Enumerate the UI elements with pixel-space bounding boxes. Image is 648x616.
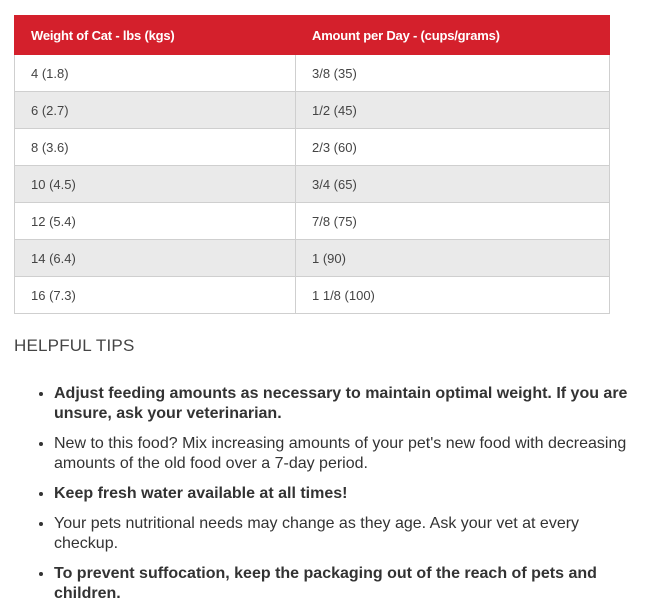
cell-weight: 14 (6.4) <box>15 240 296 277</box>
tips-heading: HELPFUL TIPS <box>14 336 135 355</box>
header-amount: Amount per Day - (cups/grams) <box>296 16 610 55</box>
table-row <box>15 55 610 92</box>
table-row <box>15 277 610 314</box>
table-row <box>15 240 610 277</box>
table-row <box>15 129 610 166</box>
cell-amount: 3/8 (35) <box>296 55 610 92</box>
cell-weight: 8 (3.6) <box>15 129 296 166</box>
cell-amount: 1 (90) <box>296 240 610 277</box>
cell-weight: 6 (2.7) <box>15 92 296 129</box>
tip-item-suffocation: • To prevent suffocation, keep the packaging out of the reach of pets and children. <box>54 564 644 604</box>
table-header-row <box>15 16 610 55</box>
cell-amount: 2/3 (60) <box>296 129 610 166</box>
tips-list <box>34 384 644 614</box>
cell-weight: 10 (4.5) <box>15 166 296 203</box>
tip-item-adjust-feeding: • Adjust feeding amounts as necessary to maintain optimal weight. If you are unsure, ask your veterinarian. <box>54 384 644 424</box>
cell-amount: 7/8 (75) <box>296 203 610 240</box>
feeding-table <box>14 15 610 314</box>
tip-item-fresh-water: • Keep fresh water available at all times! <box>54 484 644 504</box>
table-row <box>15 203 610 240</box>
table-row <box>15 166 610 203</box>
cell-amount: 3/4 (65) <box>296 166 610 203</box>
cell-weight: 16 (7.3) <box>15 277 296 314</box>
cell-amount: 1 1/8 (100) <box>296 277 610 314</box>
cell-weight: 4 (1.8) <box>15 55 296 92</box>
table-row <box>15 92 610 129</box>
cell-amount: 1/2 (45) <box>296 92 610 129</box>
tip-item-nutritional-needs: • Your pets nutritional needs may change as they age. Ask your vet at every checkup. <box>54 514 644 554</box>
header-weight: Weight of Cat - lbs (kgs) <box>15 16 296 55</box>
tip-item-new-food: • New to this food? Mix increasing amounts of your pet's new food with decreasing amounts of the old food over a 7-day period. <box>54 434 644 474</box>
cell-weight: 12 (5.4) <box>15 203 296 240</box>
